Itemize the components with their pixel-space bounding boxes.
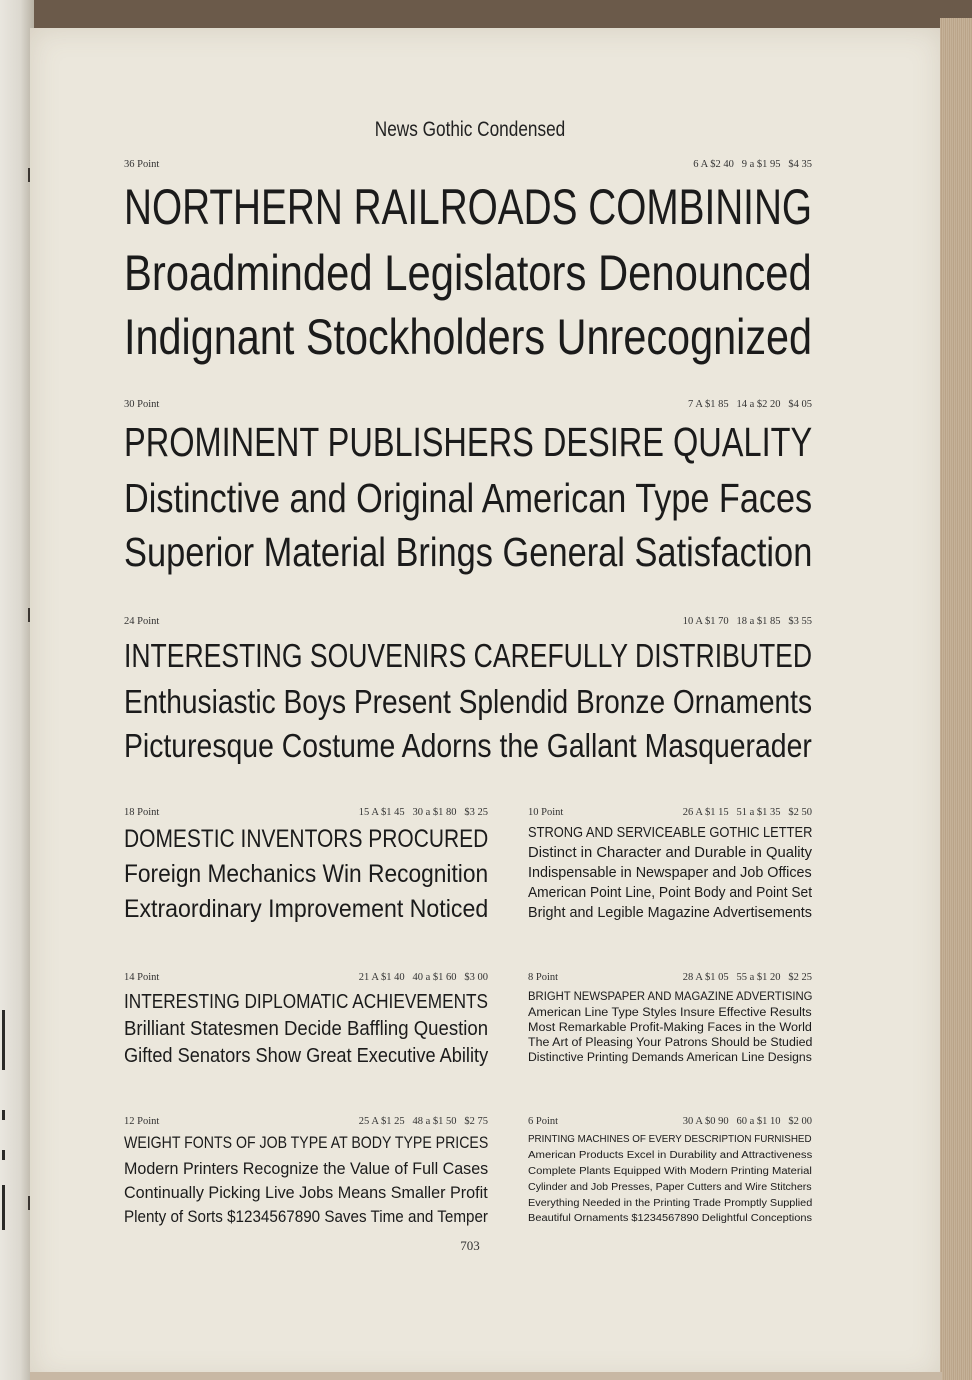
specimen-line: Distinct in Character and Durable in Quality: [528, 845, 813, 861]
specimen-line: Indignant Stockholders Unrecognized: [124, 309, 813, 365]
specimen-line: WEIGHT FONTS OF JOB TYPE AT BODY TYPE PRICES: [124, 1133, 489, 1152]
specimen-price-label: 15 A $1 45 30 a $1 80 $3 25: [358, 807, 488, 818]
specimen-line: Foreign Mechanics Win Recognition: [124, 860, 489, 888]
specimen-size-label: 8 Point: [528, 972, 559, 983]
specimen-price-label: 21 A $1 40 40 a $1 60 $3 00: [358, 972, 488, 983]
page-heading: News Gothic Condensed: [374, 118, 566, 141]
specimen-size-label: 36 Point: [124, 159, 160, 170]
specimen-line: Cylinder and Job Presses, Paper Cutters and Wire Stitchers: [528, 1182, 812, 1193]
specimen-line: Extraordinary Improvement Noticed: [124, 895, 489, 923]
specimen-line: STRONG AND SERVICEABLE GOTHIC LETTER: [528, 825, 813, 841]
specimen-line: NORTHERN RAILROADS COMBINING: [124, 179, 813, 235]
specimen-line: Gifted Senators Show Great Executive Ability: [124, 1045, 489, 1067]
specimen-line: PROMINENT PUBLISHERS DESIRE QUALITY: [124, 419, 813, 465]
specimen-line: Brilliant Statesmen Decide Baffling Question: [124, 1018, 489, 1040]
book-page-edges: [940, 18, 972, 1380]
specimen-size-label: 14 Point: [124, 972, 160, 983]
specimen-line: PRINTING MACHINES OF EVERY DESCRIPTION FURNISHED: [528, 1134, 812, 1145]
binding-tick: [28, 608, 38, 622]
specimen-price-label: 28 A $1 05 55 a $1 20 $2 25: [682, 972, 812, 983]
specimen-line: DOMESTIC INVENTORS PROCURED: [124, 825, 489, 853]
specimen-line: American Line Type Styles Insure Effective Results: [528, 1007, 812, 1019]
specimen-line: Indispensable in Newspaper and Job Offices: [528, 865, 812, 881]
left-page-mark: [2, 1150, 5, 1160]
specimen-price-label: 6 A $2 40 9 a $1 95 $4 35: [693, 159, 812, 170]
specimen-line: Picturesque Costume Adorns the Gallant Masquerader: [124, 727, 812, 764]
left-page-mark: [2, 1110, 5, 1120]
specimen-line: Distinctive Printing Demands American Line Designs: [528, 1052, 812, 1064]
specimen-line: Distinctive and Original American Type Faces: [124, 475, 813, 521]
specimen-size-label: 12 Point: [124, 1116, 160, 1127]
specimen-line: INTERESTING DIPLOMATIC ACHIEVEMENTS: [124, 991, 489, 1013]
specimen-line: American Products Excel in Durability and Attractiveness: [528, 1150, 813, 1161]
specimen-line: Continually Picking Live Jobs Means Smaller Profit: [124, 1183, 488, 1202]
specimen-price-label: 26 A $1 15 51 a $1 35 $2 50: [682, 807, 812, 818]
specimen-line: Beautiful Ornaments $1234567890 Delightful Conceptions: [528, 1213, 812, 1224]
specimen-size-label: 6 Point: [528, 1116, 559, 1127]
specimen-line: Modern Printers Recognize the Value of Full Cases: [124, 1159, 489, 1178]
specimen-price-label: 7 A $1 85 14 a $2 20 $4 05: [688, 399, 812, 410]
left-page-edge: [0, 0, 34, 1380]
specimen-line: Plenty of Sorts $1234567890 Saves Time and Temper: [124, 1207, 488, 1226]
page-number: 703: [460, 1238, 480, 1253]
specimen-size-label: 10 Point: [528, 807, 564, 818]
binding-tick: [28, 168, 38, 182]
specimen-line: Everything Needed in the Printing Trade Promptly Supplied: [528, 1198, 813, 1209]
specimen-line: Broadminded Legislators Denounced: [124, 245, 812, 301]
specimen-price-label: 10 A $1 70 18 a $1 85 $3 55: [682, 616, 812, 627]
specimen-line: American Point Line, Point Body and Point Set: [528, 885, 813, 901]
specimen-size-label: 30 Point: [124, 399, 160, 410]
specimen-price-label: 25 A $1 25 48 a $1 50 $2 75: [358, 1116, 488, 1127]
specimen-price-label: 30 A $0 90 60 a $1 10 $2 00: [682, 1116, 812, 1127]
specimen-line: Bright and Legible Magazine Advertisements: [528, 905, 812, 921]
specimen-line: Superior Material Brings General Satisfaction: [124, 529, 813, 575]
specimen-size-label: 18 Point: [124, 807, 160, 818]
left-page-mark: [2, 1185, 5, 1230]
left-page-mark: [2, 1010, 5, 1070]
specimen-size-label: 24 Point: [124, 616, 160, 627]
book-bottom-edge: [30, 1372, 942, 1380]
specimen-line: BRIGHT NEWSPAPER AND MAGAZINE ADVERTISING: [528, 991, 813, 1003]
specimen-line: Complete Plants Equipped With Modern Printing Material: [528, 1166, 812, 1177]
binding-tick: [28, 1196, 38, 1210]
specimen-line: Most Remarkable Profit-Making Faces in the World: [528, 1022, 812, 1034]
specimen-line: Enthusiastic Boys Present Splendid Bronze Ornaments: [124, 683, 813, 720]
specimen-line: INTERESTING SOUVENIRS CAREFULLY DISTRIBUTED: [124, 637, 813, 674]
specimen-line: The Art of Pleasing Your Patrons Should be Studied: [528, 1037, 813, 1049]
